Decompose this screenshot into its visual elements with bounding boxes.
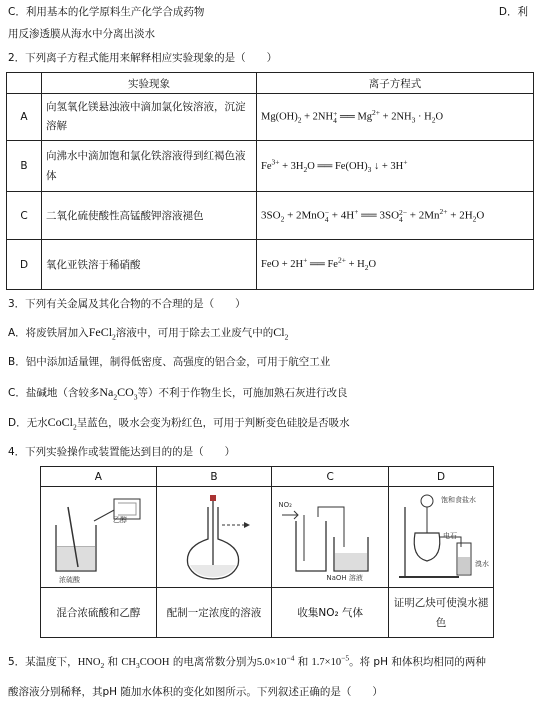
q5-formula-hno2: $HNO_2$ xyxy=(77,657,105,671)
fig-a-label-acid: 浓硫酸 xyxy=(59,576,80,584)
q5-stem-line2: 酸溶液分别稀释，其pH 随加水体积的变化如图所示。下列叙述正确的是（ ） xyxy=(8,686,383,698)
fig-d-acetylene-apparatus xyxy=(389,487,493,587)
q2-stem: 2．下列离子方程式能用来解释相应实验现象的是（ ） xyxy=(8,52,278,64)
fig-d-label-bromine: 溴水 xyxy=(475,560,489,568)
q2-eq-b: $Fe^{3+} + 3H_2O$ ══ $Fe(OH)_3$ ↓ + 3H+ xyxy=(257,141,534,192)
q5-text3: 的电离常数分别为 xyxy=(172,656,257,668)
q3-option-d-text1: D．无水 xyxy=(8,417,48,429)
q1-option-d-cont: 用反渗透膜从海水中分离出淡水 xyxy=(8,28,155,40)
q3-option-d-text2: 呈蓝色，吸水会变为粉红色，可用于判断变色硅胶是否吸水 xyxy=(76,417,350,429)
fig-c-gas-collection xyxy=(272,487,388,587)
q2-row xyxy=(7,192,534,240)
q2-row-phenomenon: 向沸水中滴加饱和氯化铁溶液得到红褐色液体 xyxy=(42,141,257,192)
q2-row-phenomenon: 二氧化硫使酸性高锰酸钾溶液褪色 xyxy=(42,192,257,240)
q4-caption-b: 配制一定浓度的溶液 xyxy=(156,588,272,638)
q3-option-c xyxy=(8,384,546,401)
q5-text4: 和 xyxy=(297,656,309,668)
q4-col-c: C xyxy=(272,467,389,487)
q4-col-a: A xyxy=(41,467,157,487)
q5-formula-ch3cooh: $CH_3COOH$ xyxy=(121,657,170,671)
q2-row-phenomenon: 氧化亚铁溶于稀硝酸 xyxy=(42,240,257,290)
q2-table xyxy=(6,72,534,290)
q2-row-key: A xyxy=(7,94,42,141)
q2-row-key: B xyxy=(7,141,42,192)
q5-text1: 5．某温度下， xyxy=(8,656,78,668)
fig-d-label-carbide: 电石 xyxy=(443,532,457,540)
q4-col-d: D xyxy=(389,467,494,487)
q2-eq-d: FeO + 2H+ ══ $Fe^{2+} + H_2O$ xyxy=(257,240,534,290)
q2-row-key: C xyxy=(7,192,42,240)
fig-c-label-naoh: NaOH 溶液 xyxy=(326,574,363,582)
q3-formula-fecl2: FeCl$_2$ xyxy=(88,325,116,342)
q2-header-phenomenon: 实验现象 xyxy=(42,73,257,94)
q3-stem: 3．下列有关金属及其化合物的不合理的是（ ） xyxy=(8,298,246,310)
q5-stem-line1 xyxy=(8,654,546,671)
q2-row xyxy=(7,94,534,141)
q2-header-equation: 离子方程式 xyxy=(257,73,534,94)
q1-option-c xyxy=(8,4,546,20)
q4-caption-d: 证明乙炔可使溴水褪色 xyxy=(389,588,494,638)
q5-text2: 和 xyxy=(107,656,119,668)
q3-formula-cocl2: CoCl$_2$ xyxy=(47,415,77,432)
fig-d-label-brine: 饱和食盐水 xyxy=(441,496,476,504)
q3-option-d xyxy=(8,414,546,431)
q3-option-a xyxy=(8,324,546,341)
q4-caption-c: 收集NO₂ 气体 xyxy=(272,588,389,638)
q4-caption-a: 混合浓硫酸和乙醇 xyxy=(41,588,157,638)
fig-c-label-no2: NO₂ xyxy=(278,501,292,509)
q2-eq-a: $Mg(OH)_2 + 2NH$ + 4 ══ $Mg^{2+} + 2NH_3 \cdot H_2O$ xyxy=(257,94,534,141)
fig-b-volumetric-flask xyxy=(157,487,272,587)
fig-a-label-ethanol: 乙醇 xyxy=(113,516,127,524)
q5-ka-hno2: $5.0\times 10^{-4}$ xyxy=(256,653,295,668)
q4-col-b: B xyxy=(156,467,272,487)
q4-stem: 4．下列实验操作或装置能达到目的的是（ ） xyxy=(8,446,236,458)
q2-row xyxy=(7,240,534,290)
q3-formula-cl2: $Cl_2$ xyxy=(273,325,289,342)
q1-option-c-text: C．利用基本的化学原料生产化学合成药物 xyxy=(8,6,205,18)
q1-option-d-text: D．利 xyxy=(498,6,528,18)
q3-option-a-text1: A．将废铁屑加入 xyxy=(8,327,89,339)
q2-row xyxy=(7,141,534,192)
q4-table xyxy=(40,466,494,638)
q5-text5: 。将 pH 和体积均相同的两种 xyxy=(349,656,486,668)
q2-eq-c: $3SO_2 + 2MnO$ − 4 + 4H+ ══ 3SO 2− 4 + $2Mn^{2+} + 2H_2O$ xyxy=(257,192,534,240)
fig-a-mixing-beaker xyxy=(41,487,156,587)
q2-row-key: D xyxy=(7,240,42,290)
q5-ka-ch3cooh: $1.7\times 10^{-5}$ xyxy=(311,653,350,668)
q2-row-phenomenon: 向氢氧化镁悬浊液中滴加氯化铵溶液，沉淀溶解 xyxy=(42,94,257,141)
q3-formula-na2co3: $Na_2CO_3$ xyxy=(99,385,138,402)
q3-option-a-text2: 溶液中，可用于除去工业废气中的 xyxy=(115,327,274,339)
q3-option-b: B．铝中添加适量锂，制得低密度、高强度的铝合金，可用于航空工业 xyxy=(8,356,331,368)
q3-option-c-text1: C．盐碱地（含较多 xyxy=(8,387,100,399)
q3-option-c-text2: 等）不利于作物生长，可施加熟石灰进行改良 xyxy=(137,387,348,399)
